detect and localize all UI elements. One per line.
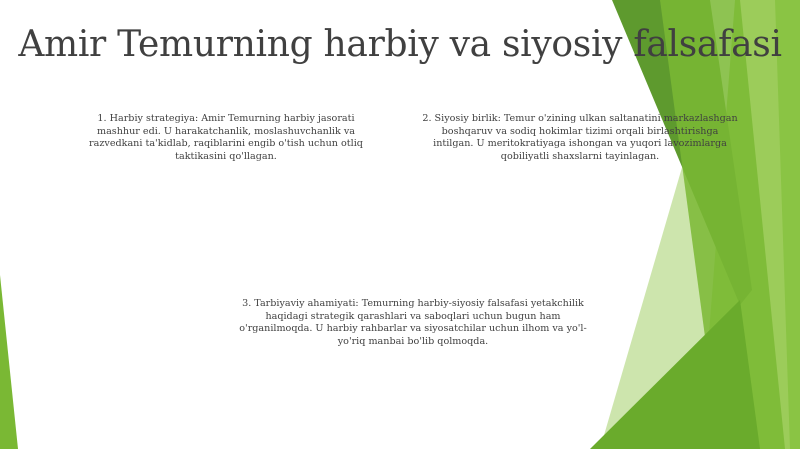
paragraph-political-unity: 2. Siyosiy birlik: Temur o'zining ulkan saltanatini markazlashgan boshqaruv va sodiq hokimlar tizimi orqali birlashtirishga intilgan. U meritokratiyaga ishongan va yuqori lavozimlarga qobiliyatli shaxslarni tayinlagan. [422,113,738,162]
slide-title: Amir Temurning harbiy va siyosiy falsafasi [18,24,782,65]
left-edge-green-shape [0,275,18,449]
paragraph-educational-significance: 3. Tarbiyaviy ahamiyati: Temurning harbiy-siyosiy falsafasi yetakchilik haqidagi strategik qarashlari va saboqlari uchun bugun ham o'rganilmoqda. U harbiy rahbarlar va siyosatchilar uchun ilhom va yo'l-yo'riq manbai bo'lib qolmoqda. [239,298,587,347]
paragraph-military-strategy: 1. Harbiy strategiya: Amir Temurning harbiy jasorati mashhur edi. U harakatchanlik, moslashuvchanlik va razvedkani ta'kidlab, raqiblarini engib o'tish uchun otliq taktikasini qo'llagan. [89,113,363,162]
